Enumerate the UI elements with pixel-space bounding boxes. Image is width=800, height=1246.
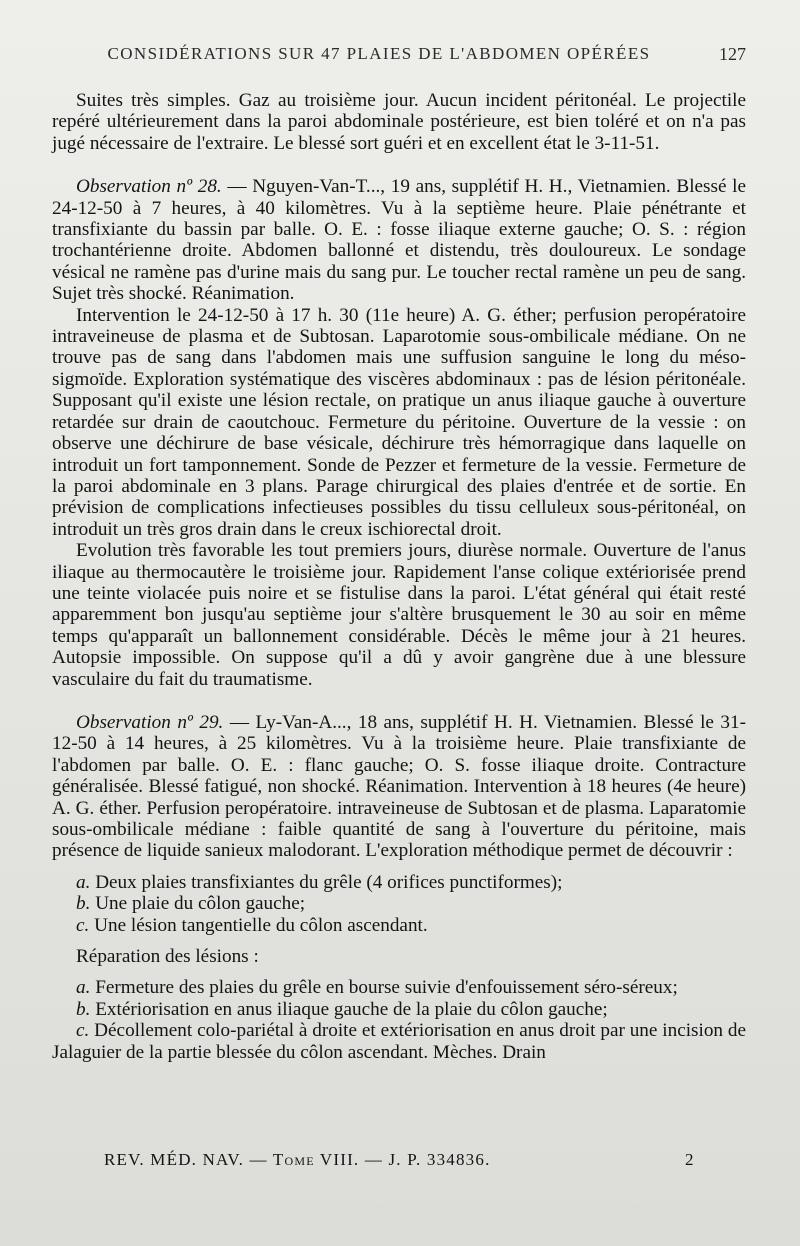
repair-item-a bbox=[52, 977, 746, 998]
observation-29-text: — Ly-Van-A..., 18 ans, supplétif H. H. Vietnamien. Blessé le 31-12-50 à 14 heures, à 25 kilomètres. Vu à la troisième heure. Plaie transfixiante de l'abdomen par balle. O. E. : flanc gauche; O. S. fosse iliaque droite. Contracture généralisée. Blessé fatigué, non shocké. Réanimation. Intervention à 18 heures (4e heure) A. G. éther. Perfusion peropératoire. intraveineuse de Subtosan et de plasma. Laparatomie sous-ombilicale médiane : faible quantité de sang à l'ouverture du péritoine, mais présence de liquide sanieux malodorant. L'exploration méthodique permet de découvrir : bbox=[52, 711, 746, 862]
finding-text: Deux plaies transfixiantes du grêle (4 orifices punctiformes); bbox=[90, 871, 563, 893]
observation-28-text: — Nguyen-Van-T..., 19 ans, supplétif H. H., Vietnamien. Blessé le 24-12-50 à 7 heures, à 40 kilomètres. Vu à la septième heure. Plaie pénétrante et transfixiante du bassin par balle. O. E. : fosse iliaque externe gauche; O. S. : région trochantérienne droite. Abdomen ballonné et distendu, très douloureux. Le sondage vésical ne ramène pas d'urine mais du sang pur. Le toucher rectal ramène un peu de sang. Sujet très shocké. Réanimation. bbox=[52, 176, 746, 305]
repair-text: Fermeture des plaies du grêle en bourse suivie d'enfouissement séro-séreux; bbox=[90, 977, 678, 999]
finding-text: Une plaie du côlon gauche; bbox=[90, 893, 306, 915]
finding-letter: a. bbox=[76, 871, 91, 893]
observation-28-label: Observation nº 28. bbox=[76, 176, 222, 198]
intro-paragraph: Suites très simples. Gaz au troisième jour. Aucun incident péritonéal. Le projectile repéré ultérieurement dans la paroi abdominale postérieure, est bien toléré et on n'a pas jugé nécessaire de l'extraire. Le blessé sort guéri et en excellent état le 3-11-51. bbox=[52, 90, 746, 154]
finding-letter: b. bbox=[76, 893, 91, 915]
observation-29-label: Observation nº 29. bbox=[76, 711, 224, 733]
observation-29-paragraph bbox=[52, 712, 746, 862]
repair-item-c bbox=[52, 1020, 746, 1063]
page-footer bbox=[104, 1150, 694, 1170]
finding-item-b bbox=[52, 893, 746, 914]
repair-text: Décollement colo-pariétal à droite et extériorisation en anus droit par une incision de Jalaguier de la partie blessée du côlon ascendant. Mèches. Drain bbox=[52, 1020, 746, 1063]
observation-28-evolution: Evolution très favorable les tout premiers jours, diurèse normale. Ouverture de l'anus iliaque au thermocautère le troisième jour. Rapidement l'anse colique extériorisée prend une teinte violacée puis noire et se fistulise dans la paroi. L'état général qui était resté apparemment bon jusqu'au septième jour s'altère brusquement le 30 au soir en même temps qu'apparaît un ballonnement considérable. Décès le même jour à 21 heures. Autopsie impossible. On suppose qu'il a dû y avoir gangrène due à une blessure vasculaire du fait du traumatisme. bbox=[52, 540, 746, 690]
running-title: CONSIDÉRATIONS SUR 47 PLAIES DE L'ABDOMEN OPÉRÉES bbox=[107, 44, 651, 63]
finding-item-a bbox=[52, 872, 746, 893]
repair-item-b bbox=[52, 999, 746, 1020]
running-header bbox=[52, 44, 746, 74]
footer-signature-mark: 2 bbox=[685, 1150, 694, 1169]
repair-letter: b. bbox=[76, 998, 91, 1020]
observation-28-paragraph bbox=[52, 176, 746, 304]
page-number: 127 bbox=[719, 44, 746, 64]
repair-text: Extériorisation en anus iliaque gauche de la plaie du côlon gauche; bbox=[90, 998, 608, 1020]
footer-journal-reference: REV. MÉD. NAV. — Tome VIII. — J. P. 334836. bbox=[104, 1150, 491, 1169]
finding-item-c bbox=[52, 915, 746, 936]
finding-letter: c. bbox=[76, 914, 90, 936]
repair-heading: Réparation des lésions : bbox=[76, 946, 259, 968]
observation-28-intervention: Intervention le 24-12-50 à 17 h. 30 (11e heure) A. G. éther; perfusion peropératoire intraveineuse de plasma et de Subtosan. Laparotomie sous-ombilicale médiane. On ne trouve pas de sang dans l'abdomen mais une suffusion sanguine le long du méso-sigmoïde. Exploration systématique des viscères abdominaux : pas de lésion péritonéale. Supposant qu'il existe une lésion rectale, on pratique un anus iliaque gauche à ouverture retardée sur drain de caoutchouc. Fermeture du péritoine. Ouverture de la vessie : on observe une déchirure de base vésicale, déchirure très hémorragique dans laquelle on introduit un fort tamponnement. Sonde de Pezzer et fermeture de la vessie. Fermeture de la paroi abdominale en 3 plans. Parage chirurgical des plaies d'entrée et de sortie. En prévision de complications infectieuses possibles du tissu celluleux sous-péritonéal, on introduit un très gros drain dans le creux ischiorectal droit. bbox=[52, 304, 746, 540]
document-body bbox=[52, 90, 746, 1063]
repair-letter: c. bbox=[76, 1020, 90, 1042]
repair-letter: a. bbox=[76, 977, 91, 999]
finding-text: Une lésion tangentielle du côlon ascendant. bbox=[89, 914, 428, 936]
